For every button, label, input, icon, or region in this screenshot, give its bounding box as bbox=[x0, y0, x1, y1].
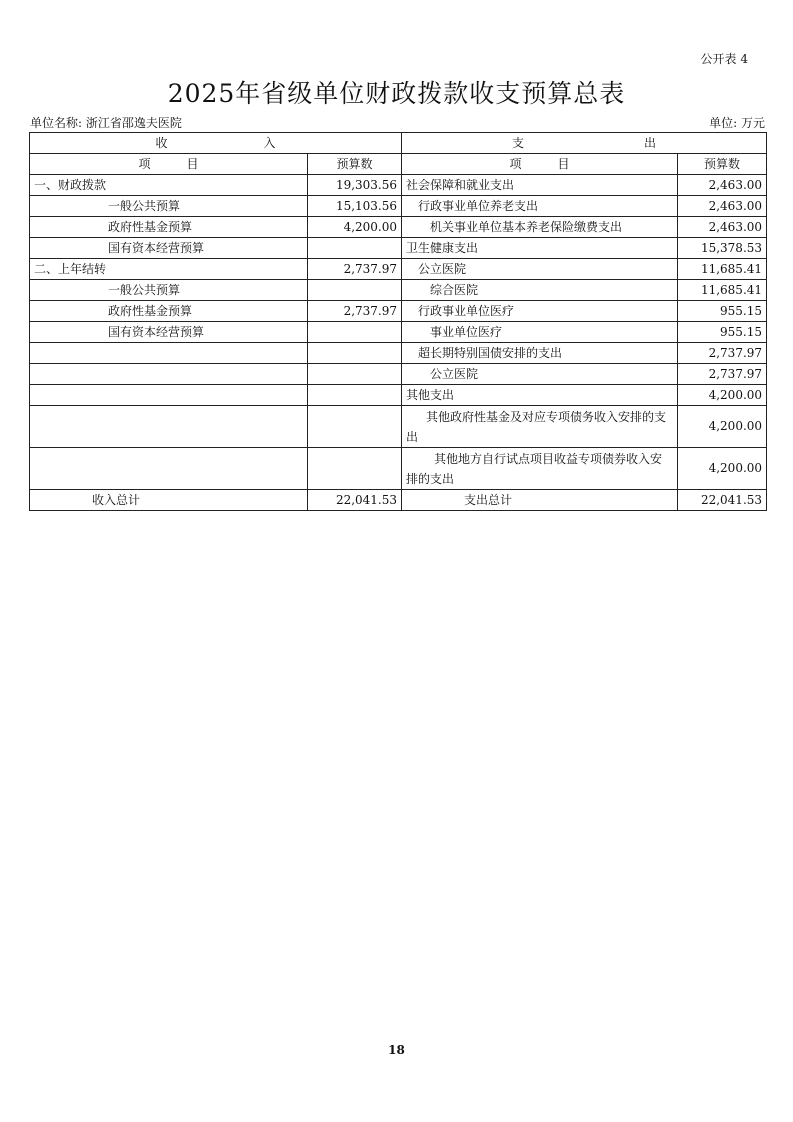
expense-item: 综合医院 bbox=[402, 280, 678, 301]
expense-amount: 2,737.97 bbox=[678, 364, 767, 385]
expense-item: 公立医院 bbox=[402, 259, 678, 280]
income-amount bbox=[308, 280, 402, 301]
expense-item: 卫生健康支出 bbox=[402, 238, 678, 259]
table-row bbox=[30, 364, 767, 385]
income-amount: 19,303.56 bbox=[308, 175, 402, 196]
income-amount bbox=[308, 364, 402, 385]
expense-amount: 4,200.00 bbox=[678, 406, 767, 448]
income-item: 二、上年结转 bbox=[30, 259, 308, 280]
budget-table bbox=[29, 132, 767, 511]
expense-item: 公立医院 bbox=[402, 364, 678, 385]
expense-item: 其他支出 bbox=[402, 385, 678, 406]
table-row bbox=[30, 280, 767, 301]
table-number: 公开表 4 bbox=[700, 52, 748, 66]
income-item bbox=[30, 448, 308, 490]
income-amount: 2,737.97 bbox=[308, 259, 402, 280]
income-amount-column-header: 预算数 bbox=[308, 154, 402, 175]
expense-amount: 2,737.97 bbox=[678, 343, 767, 364]
income-amount bbox=[308, 406, 402, 448]
table-row bbox=[30, 406, 767, 448]
expense-amount: 2,463.00 bbox=[678, 175, 767, 196]
expense-total-amount: 22,041.53 bbox=[678, 490, 767, 511]
expense-item: 事业单位医疗 bbox=[402, 322, 678, 343]
page-title: 2025年省级单位财政拨款收支预算总表 bbox=[167, 79, 626, 108]
page-number: 18 bbox=[388, 1043, 405, 1057]
income-item bbox=[30, 385, 308, 406]
unit-name-label: 单位名称: 浙江省邵逸夫医院 bbox=[30, 116, 182, 130]
income-item-column-header: 项 目 bbox=[30, 154, 308, 175]
expense-amount: 955.15 bbox=[678, 322, 767, 343]
table-row bbox=[30, 343, 767, 364]
expense-item: 机关事业单位基本养老保险缴费支出 bbox=[402, 217, 678, 238]
expense-amount: 4,200.00 bbox=[678, 448, 767, 490]
income-item: 国有资本经营预算 bbox=[30, 322, 308, 343]
table-row bbox=[30, 259, 767, 280]
table-row bbox=[30, 196, 767, 217]
table-section-header-row bbox=[30, 133, 767, 154]
income-item bbox=[30, 343, 308, 364]
expense-item: 其他政府性基金及对应专项债务收入安排的支出 bbox=[402, 406, 678, 448]
expense-item: 社会保障和就业支出 bbox=[402, 175, 678, 196]
income-amount bbox=[308, 322, 402, 343]
income-amount: 15,103.56 bbox=[308, 196, 402, 217]
expense-amount: 11,685.41 bbox=[678, 259, 767, 280]
expense-item: 超长期特别国债安排的支出 bbox=[402, 343, 678, 364]
expense-amount: 2,463.00 bbox=[678, 196, 767, 217]
expense-total-label: 支出总计 bbox=[402, 490, 678, 511]
income-amount: 2,737.97 bbox=[308, 301, 402, 322]
table-column-header-row bbox=[30, 154, 767, 175]
expense-item-column-header: 项 目 bbox=[402, 154, 678, 175]
income-total-label: 收入总计 bbox=[30, 490, 308, 511]
income-item: 政府性基金预算 bbox=[30, 217, 308, 238]
table-total-row bbox=[30, 490, 767, 511]
income-item bbox=[30, 364, 308, 385]
table-row bbox=[30, 448, 767, 490]
currency-unit-label: 单位: 万元 bbox=[709, 116, 765, 130]
table-row bbox=[30, 217, 767, 238]
expense-amount: 11,685.41 bbox=[678, 280, 767, 301]
income-total-amount: 22,041.53 bbox=[308, 490, 402, 511]
income-amount bbox=[308, 238, 402, 259]
expense-item: 行政事业单位养老支出 bbox=[402, 196, 678, 217]
income-item: 国有资本经营预算 bbox=[30, 238, 308, 259]
income-item: 一、财政拨款 bbox=[30, 175, 308, 196]
expense-amount: 4,200.00 bbox=[678, 385, 767, 406]
income-item: 一般公共预算 bbox=[30, 280, 308, 301]
expense-amount: 955.15 bbox=[678, 301, 767, 322]
income-section-header: 收 入 bbox=[30, 133, 402, 154]
table-row bbox=[30, 238, 767, 259]
income-amount: 4,200.00 bbox=[308, 217, 402, 238]
expense-item: 其他地方自行试点项目收益专项债券收入安排的支出 bbox=[402, 448, 678, 490]
income-amount bbox=[308, 448, 402, 490]
income-amount bbox=[308, 385, 402, 406]
income-amount bbox=[308, 343, 402, 364]
expense-section-header: 支 出 bbox=[402, 133, 767, 154]
table-row bbox=[30, 301, 767, 322]
expense-amount: 15,378.53 bbox=[678, 238, 767, 259]
expense-item: 行政事业单位医疗 bbox=[402, 301, 678, 322]
income-item: 一般公共预算 bbox=[30, 196, 308, 217]
table-row bbox=[30, 322, 767, 343]
table-row bbox=[30, 385, 767, 406]
expense-amount: 2,463.00 bbox=[678, 217, 767, 238]
income-item: 政府性基金预算 bbox=[30, 301, 308, 322]
table-row bbox=[30, 175, 767, 196]
expense-amount-column-header: 预算数 bbox=[678, 154, 767, 175]
income-item bbox=[30, 406, 308, 448]
